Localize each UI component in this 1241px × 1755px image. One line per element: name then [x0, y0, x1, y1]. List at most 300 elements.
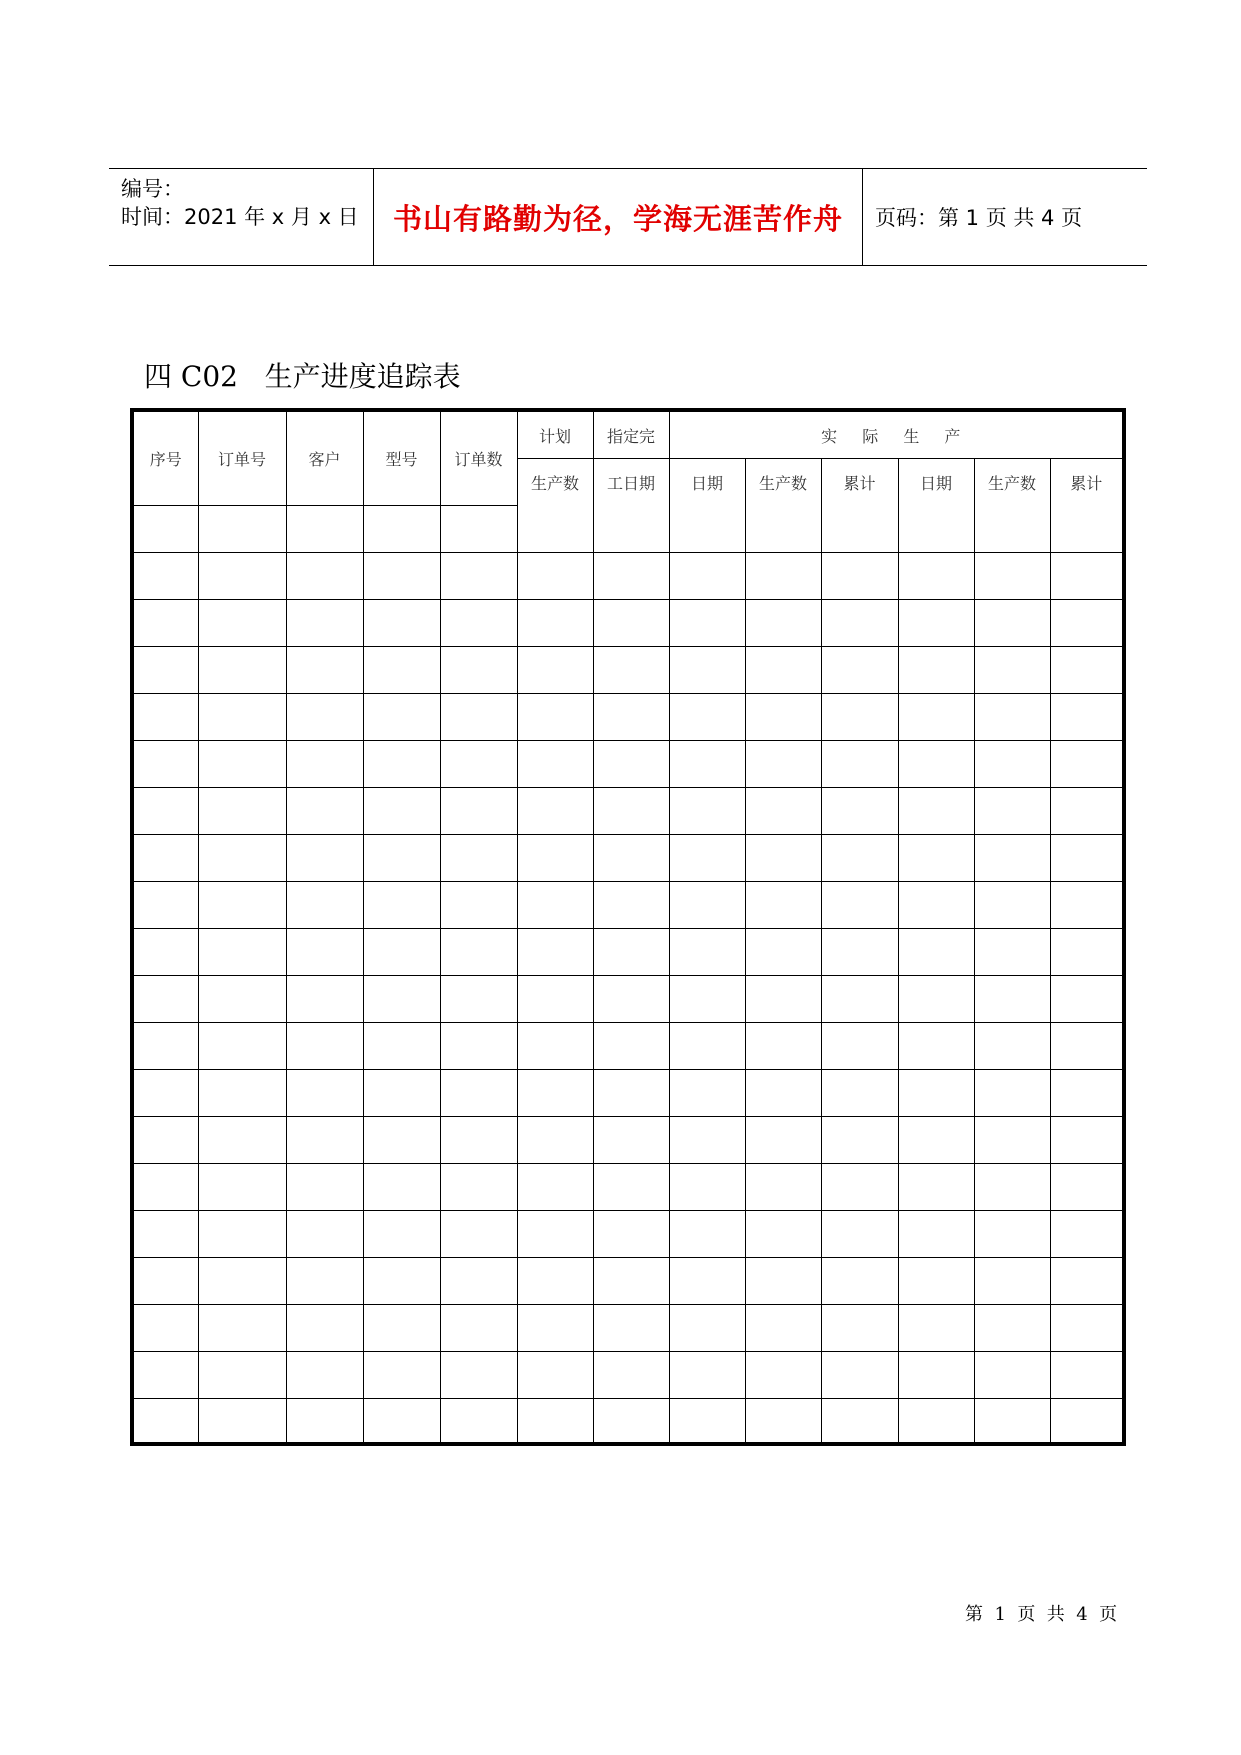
table-cell: [517, 740, 593, 787]
table-cell: [821, 1351, 898, 1398]
table-cell: [440, 1351, 517, 1398]
table-cell: [974, 646, 1050, 693]
table-cell: [134, 1022, 198, 1069]
table-row: [134, 693, 1122, 740]
table-cell: [898, 1116, 974, 1163]
table-cell: [821, 505, 898, 552]
header-sub-date-2: 日期: [898, 459, 974, 506]
table-cell: [974, 787, 1050, 834]
table-cell: [286, 928, 363, 975]
table-cell: [286, 1210, 363, 1257]
table-cell: [1050, 928, 1122, 975]
table-cell: [593, 787, 669, 834]
table-cell: [593, 928, 669, 975]
table-row: [134, 928, 1122, 975]
table-cell: [1050, 1210, 1122, 1257]
table-cell: [974, 693, 1050, 740]
table-cell: [198, 1398, 286, 1445]
table-cell: [363, 740, 440, 787]
table-cell: [517, 1163, 593, 1210]
table-cell: [745, 881, 821, 928]
table-cell: [363, 599, 440, 646]
table-cell: [134, 1210, 198, 1257]
table-cell: [286, 881, 363, 928]
table-cell: [286, 1069, 363, 1116]
table-cell: [974, 975, 1050, 1022]
table-cell: [1050, 1398, 1122, 1445]
table-cell: [198, 881, 286, 928]
table-cell: [593, 1022, 669, 1069]
table-cell: [898, 740, 974, 787]
table-cell: [198, 1116, 286, 1163]
table-cell: [198, 599, 286, 646]
table-cell: [1050, 599, 1122, 646]
table-row: [134, 599, 1122, 646]
table-cell: [974, 834, 1050, 881]
page-footer: 第 1 页 共 4 页: [965, 1604, 1118, 1625]
table-cell: [198, 1351, 286, 1398]
table-cell: [198, 1069, 286, 1116]
table-cell: [593, 693, 669, 740]
table-cell: [363, 1022, 440, 1069]
table-cell: [517, 1304, 593, 1351]
document-time-label: 时间：2021 年 x 月 x 日: [121, 205, 359, 229]
table-cell: [821, 552, 898, 599]
table-cell: [198, 1304, 286, 1351]
table-cell: [898, 505, 974, 552]
table-cell: [440, 1022, 517, 1069]
table-cell: [669, 1022, 745, 1069]
table-cell: [517, 881, 593, 928]
table-cell: [440, 1210, 517, 1257]
motto-text: 书山有路勤为径，学海无涯苦作舟: [392, 201, 843, 236]
table-cell: [286, 1398, 363, 1445]
table-cell: [898, 1398, 974, 1445]
tracking-table-grid: [134, 412, 1122, 1445]
table-cell: [517, 1069, 593, 1116]
table-cell: [517, 693, 593, 740]
table-cell: [286, 1304, 363, 1351]
header-due-top: 指定完: [593, 412, 669, 459]
table-cell: [440, 1116, 517, 1163]
table-cell: [363, 881, 440, 928]
table-cell: [134, 552, 198, 599]
table-cell: [898, 928, 974, 975]
table-cell: [134, 505, 198, 552]
table-cell: [821, 1022, 898, 1069]
table-cell: [898, 1069, 974, 1116]
table-cell: [134, 1257, 198, 1304]
table-row: [134, 646, 1122, 693]
table-cell: [134, 1304, 198, 1351]
table-cell: [669, 1257, 745, 1304]
table-cell: [286, 834, 363, 881]
table-cell: [593, 740, 669, 787]
table-cell: [1050, 740, 1122, 787]
table-cell: [821, 1163, 898, 1210]
table-cell: [898, 834, 974, 881]
table-cell: [669, 1351, 745, 1398]
table-row: [134, 740, 1122, 787]
table-cell: [669, 1304, 745, 1351]
table-cell: [898, 1163, 974, 1210]
table-row: [134, 975, 1122, 1022]
table-cell: [198, 975, 286, 1022]
table-cell: [286, 787, 363, 834]
table-cell: [134, 599, 198, 646]
table-row: [134, 881, 1122, 928]
table-cell: [286, 505, 363, 552]
table-cell: [517, 1210, 593, 1257]
header-sub-total-1: 累计: [821, 459, 898, 506]
table-cell: [745, 693, 821, 740]
table-cell: [363, 1116, 440, 1163]
table-cell: [440, 1398, 517, 1445]
table-cell: [363, 646, 440, 693]
table-cell: [821, 1210, 898, 1257]
table-cell: [898, 1210, 974, 1257]
table-cell: [517, 646, 593, 693]
table-cell: [669, 928, 745, 975]
header-plan-bottom: 生产数: [517, 459, 593, 506]
table-cell: [198, 1257, 286, 1304]
table-cell: [134, 1116, 198, 1163]
table-cell: [198, 928, 286, 975]
header-sub-qty-2: 生产数: [974, 459, 1050, 506]
table-cell: [745, 787, 821, 834]
table-cell: [669, 975, 745, 1022]
table-cell: [1050, 787, 1122, 834]
table-cell: [363, 1069, 440, 1116]
table-cell: [821, 975, 898, 1022]
header-due-bottom: 工日期: [593, 459, 669, 506]
table-cell: [198, 1163, 286, 1210]
table-cell: [134, 787, 198, 834]
table-cell: [198, 693, 286, 740]
table-cell: [745, 646, 821, 693]
table-cell: [1050, 881, 1122, 928]
table-cell: [593, 1163, 669, 1210]
header-seq: 序号: [134, 412, 198, 505]
table-cell: [669, 1116, 745, 1163]
table-cell: [1050, 1351, 1122, 1398]
table-row: [134, 1398, 1122, 1445]
table-cell: [745, 1257, 821, 1304]
header-motto-cell: [374, 169, 863, 265]
table-cell: [363, 1163, 440, 1210]
table-cell: [517, 552, 593, 599]
table-cell: [134, 740, 198, 787]
table-cell: [593, 599, 669, 646]
table-cell: [898, 646, 974, 693]
table-cell: [745, 1351, 821, 1398]
table-cell: [286, 1116, 363, 1163]
table-cell: [1050, 552, 1122, 599]
table-row: [134, 1022, 1122, 1069]
table-cell: [974, 1304, 1050, 1351]
table-cell: [593, 1257, 669, 1304]
table-cell: [821, 693, 898, 740]
table-cell: [517, 787, 593, 834]
table-cell: [669, 1069, 745, 1116]
table-cell: [898, 1304, 974, 1351]
table-row: [134, 1304, 1122, 1351]
table-cell: [898, 881, 974, 928]
table-cell: [440, 693, 517, 740]
table-cell: [745, 505, 821, 552]
table-cell: [745, 1398, 821, 1445]
table-cell: [821, 1069, 898, 1116]
table-cell: [517, 1398, 593, 1445]
table-cell: [286, 975, 363, 1022]
document-number-label: 编号：: [121, 177, 184, 201]
table-cell: [974, 928, 1050, 975]
table-row: [134, 1116, 1122, 1163]
table-cell: [669, 881, 745, 928]
table-cell: [440, 1163, 517, 1210]
table-cell: [134, 928, 198, 975]
table-cell: [745, 552, 821, 599]
table-row: [134, 834, 1122, 881]
header-order-qty: 订单数: [440, 412, 517, 505]
table-cell: [974, 740, 1050, 787]
table-cell: [1050, 834, 1122, 881]
table-cell: [821, 740, 898, 787]
table-cell: [517, 928, 593, 975]
table-cell: [363, 552, 440, 599]
table-cell: [134, 975, 198, 1022]
table-cell: [440, 505, 517, 552]
table-row: [134, 1163, 1122, 1210]
table-cell: [440, 740, 517, 787]
table-cell: [974, 1116, 1050, 1163]
table-row: [134, 787, 1122, 834]
table-cell: [286, 1351, 363, 1398]
table-cell: [1050, 1257, 1122, 1304]
table-cell: [669, 552, 745, 599]
table-cell: [363, 1257, 440, 1304]
table-cell: [198, 1022, 286, 1069]
table-cell: [745, 975, 821, 1022]
production-tracking-table: [130, 408, 1126, 1446]
table-cell: [134, 693, 198, 740]
table-cell: [593, 834, 669, 881]
table-cell: [593, 1116, 669, 1163]
table-cell: [363, 505, 440, 552]
table-cell: [974, 1069, 1050, 1116]
header-plan-top: 计划: [517, 412, 593, 459]
table-cell: [745, 740, 821, 787]
table-cell: [821, 1398, 898, 1445]
table-cell: [440, 1069, 517, 1116]
table-cell: [286, 740, 363, 787]
table-cell: [745, 1163, 821, 1210]
table-cell: [198, 834, 286, 881]
table-cell: [134, 1351, 198, 1398]
page-title: 四 C02 生产进度追踪表: [144, 360, 461, 393]
table-cell: [669, 693, 745, 740]
table-cell: [440, 834, 517, 881]
table-cell: [821, 787, 898, 834]
table-cell: [1050, 1116, 1122, 1163]
table-cell: [440, 1304, 517, 1351]
table-cell: [198, 552, 286, 599]
table-cell: [821, 1304, 898, 1351]
header-meta-cell: [109, 169, 374, 265]
table-cell: [669, 599, 745, 646]
table-cell: [134, 646, 198, 693]
table-cell: [669, 834, 745, 881]
table-cell: [669, 505, 745, 552]
header-order-no: 订单号: [198, 412, 286, 505]
table-cell: [363, 1210, 440, 1257]
table-cell: [898, 1257, 974, 1304]
table-cell: [1050, 1304, 1122, 1351]
table-cell: [974, 1257, 1050, 1304]
table-cell: [593, 975, 669, 1022]
table-cell: [1050, 505, 1122, 552]
table-cell: [898, 975, 974, 1022]
table-cell: [821, 881, 898, 928]
table-cell: [974, 1210, 1050, 1257]
table-cell: [363, 1351, 440, 1398]
header-sub-qty-1: 生产数: [745, 459, 821, 506]
table-cell: [745, 1304, 821, 1351]
table-cell: [286, 599, 363, 646]
table-cell: [517, 599, 593, 646]
header-actual-production: 实 际 生 产: [669, 412, 1122, 459]
table-cell: [669, 740, 745, 787]
table-cell: [440, 552, 517, 599]
table-cell: [134, 1163, 198, 1210]
table-cell: [669, 646, 745, 693]
table-cell: [974, 881, 1050, 928]
table-cell: [363, 928, 440, 975]
table-cell: [286, 1163, 363, 1210]
table-cell: [1050, 1163, 1122, 1210]
table-cell: [517, 505, 593, 552]
table-cell: [440, 881, 517, 928]
table-cell: [745, 599, 821, 646]
table-cell: [286, 693, 363, 740]
table-cell: [821, 1116, 898, 1163]
table-row: [134, 505, 1122, 552]
table-cell: [517, 1351, 593, 1398]
table-cell: [593, 1351, 669, 1398]
table-row: [134, 1351, 1122, 1398]
table-cell: [440, 975, 517, 1022]
table-cell: [974, 599, 1050, 646]
table-cell: [974, 1398, 1050, 1445]
table-cell: [363, 834, 440, 881]
table-cell: [974, 1022, 1050, 1069]
table-row: [134, 1210, 1122, 1257]
table-cell: [517, 834, 593, 881]
table-cell: [517, 1116, 593, 1163]
table-cell: [745, 834, 821, 881]
table-cell: [745, 928, 821, 975]
table-cell: [517, 1022, 593, 1069]
table-cell: [745, 1116, 821, 1163]
table-cell: [593, 552, 669, 599]
table-cell: [898, 693, 974, 740]
table-cell: [286, 552, 363, 599]
table-cell: [821, 1257, 898, 1304]
table-cell: [821, 646, 898, 693]
table-cell: [898, 599, 974, 646]
table-cell: [1050, 975, 1122, 1022]
table-cell: [286, 1257, 363, 1304]
table-cell: [134, 1069, 198, 1116]
table-cell: [898, 787, 974, 834]
table-cell: [363, 1398, 440, 1445]
table-cell: [440, 646, 517, 693]
table-cell: [198, 1210, 286, 1257]
table-cell: [593, 1398, 669, 1445]
table-cell: [974, 1351, 1050, 1398]
table-cell: [821, 928, 898, 975]
table-cell: [898, 552, 974, 599]
table-cell: [669, 787, 745, 834]
table-cell: [198, 787, 286, 834]
table-cell: [821, 834, 898, 881]
table-cell: [198, 505, 286, 552]
table-cell: [363, 787, 440, 834]
table-cell: [134, 881, 198, 928]
document-header: [109, 168, 1147, 266]
table-cell: [974, 552, 1050, 599]
table-cell: [974, 1163, 1050, 1210]
table-cell: [593, 1304, 669, 1351]
table-cell: [1050, 646, 1122, 693]
table-cell: [286, 646, 363, 693]
table-cell: [821, 599, 898, 646]
table-cell: [440, 928, 517, 975]
header-sub-total-2: 累计: [1050, 459, 1122, 506]
table-cell: [198, 646, 286, 693]
table-cell: [669, 1210, 745, 1257]
table-cell: [745, 1022, 821, 1069]
table-cell: [593, 646, 669, 693]
page-code-text: 页码：第 1 页 共 4 页: [875, 206, 1083, 230]
table-cell: [1050, 1069, 1122, 1116]
table-cell: [669, 1163, 745, 1210]
table-cell: [593, 505, 669, 552]
table-cell: [974, 505, 1050, 552]
table-cell: [593, 881, 669, 928]
table-cell: [898, 1022, 974, 1069]
table-cell: [593, 1210, 669, 1257]
table-cell: [440, 599, 517, 646]
table-cell: [669, 1398, 745, 1445]
table-cell: [745, 1210, 821, 1257]
table-row: [134, 1069, 1122, 1116]
table-cell: [440, 787, 517, 834]
table-cell: [745, 1069, 821, 1116]
header-customer: 客户: [286, 412, 363, 505]
header-model: 型号: [363, 412, 440, 505]
table-cell: [363, 693, 440, 740]
table-cell: [363, 1304, 440, 1351]
table-body: [134, 505, 1122, 1445]
header-page-cell: [863, 169, 1147, 265]
table-cell: [134, 834, 198, 881]
table-cell: [1050, 1022, 1122, 1069]
table-cell: [517, 1257, 593, 1304]
table-cell: [363, 975, 440, 1022]
table-cell: [286, 1022, 363, 1069]
table-cell: [898, 1351, 974, 1398]
